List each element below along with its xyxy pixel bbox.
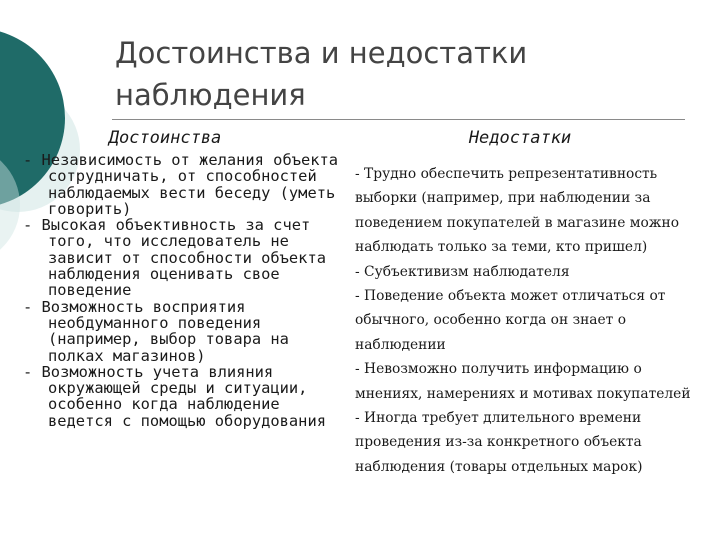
disadvantage-item: - Невозможно получить информацию о мнениях, намерениях и мотивах покупателей bbox=[355, 361, 691, 402]
disadvantages-heading: Недостатки bbox=[468, 128, 572, 148]
disadvantage-item: - Субъективизм наблюдателя bbox=[355, 263, 570, 280]
title-divider bbox=[112, 119, 685, 120]
slide-title bbox=[115, 32, 675, 116]
disadvantage-item: - Трудно обеспечить репрезентативность выборки (например, при наблюдении за поведением покупателей в магазине можно наблюдать только за теми, кто пришел) bbox=[355, 166, 680, 256]
advantage-item: - Независимость от желания объекта сотрудничать, от способностей наблюдаемых вести беседу (уметь говорить) bbox=[23, 151, 339, 218]
advantages-list bbox=[14, 152, 346, 429]
title-line-1: Достоинства и недостатки bbox=[115, 36, 528, 70]
disadvantages-list bbox=[355, 162, 695, 479]
disadvantage-item: - Иногда требует длительного времени проведения из-за конкретного объекта наблюдения (товары отдельных марок) bbox=[355, 410, 643, 475]
disadvantage-item: - Поведение объекта может отличаться от обычного, особенно когда он знает о наблюдении bbox=[355, 288, 666, 353]
title-line-2: наблюдения bbox=[115, 78, 306, 112]
advantage-item: - Возможность учета влияния окружающей среды и ситуации, особенно когда наблюдение ведется с помощью оборудования bbox=[23, 362, 326, 430]
advantages-heading: Достоинства bbox=[108, 128, 222, 148]
advantage-item: - Возможность восприятия необдуманного поведения (например, выбор товара на полках магазинов) bbox=[23, 297, 289, 365]
advantage-item: - Высокая объективность за счет того, что исследователь не зависит от способности объекта наблюдения оценивать свое поведение bbox=[23, 216, 326, 300]
